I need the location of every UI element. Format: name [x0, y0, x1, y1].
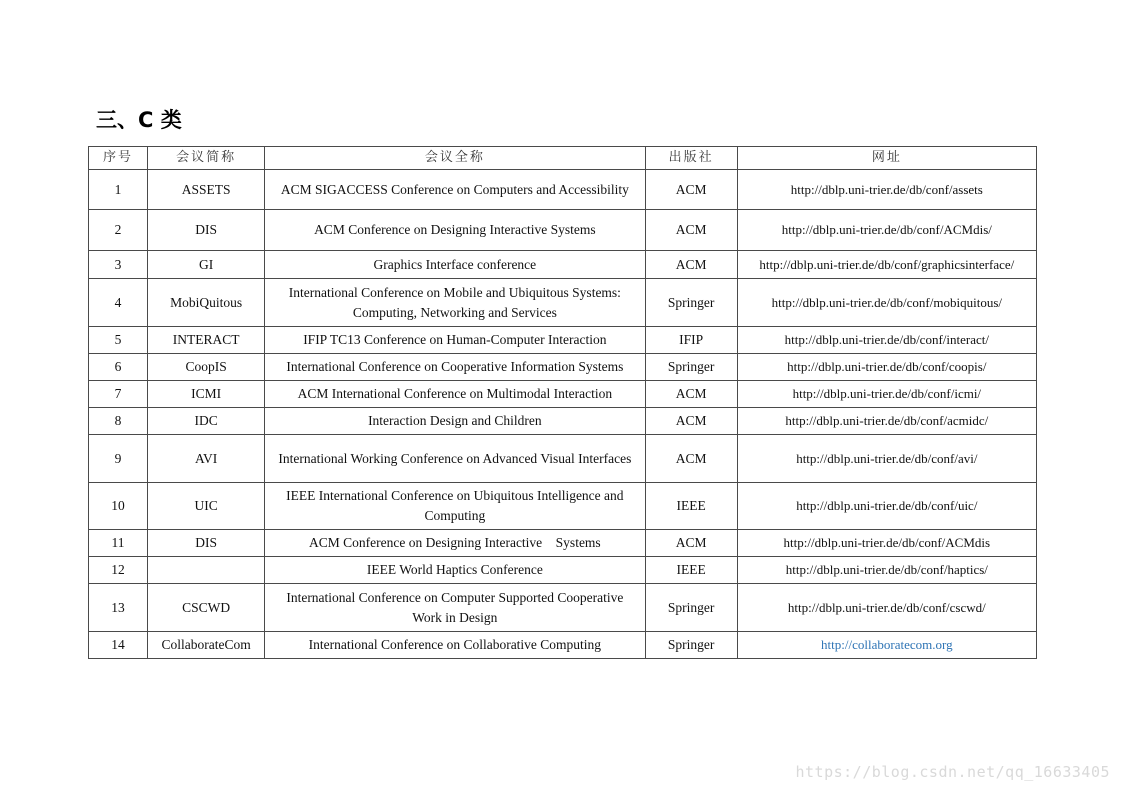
cell-publisher: ACM [645, 170, 737, 210]
cell-index: 7 [89, 381, 148, 408]
cell-full-name: ACM SIGACCESS Conference on Computers and Accessibility [265, 170, 645, 210]
cell-index: 8 [89, 408, 148, 435]
table-row [89, 584, 1037, 632]
section-heading: 三、C 类 [96, 108, 182, 132]
table-body [89, 170, 1037, 659]
cell-url: http://dblp.uni-trier.de/db/conf/ACMdis [737, 530, 1036, 557]
cell-abbreviation: UIC [148, 483, 265, 530]
cell-abbreviation: IDC [148, 408, 265, 435]
cell-publisher: ACM [645, 530, 737, 557]
cell-index: 3 [89, 251, 148, 279]
table-row [89, 557, 1037, 584]
cell-url: http://dblp.uni-trier.de/db/conf/uic/ [737, 483, 1036, 530]
table-row [89, 632, 1037, 659]
cell-url [737, 632, 1036, 659]
cell-full-name: International Conference on Collaborative Computing [265, 632, 645, 659]
cell-full-name: International Conference on Cooperative Information Systems [265, 354, 645, 381]
cell-full-name: Graphics Interface conference [265, 251, 645, 279]
table-row [89, 381, 1037, 408]
table-header-row [89, 147, 1037, 170]
cell-index: 9 [89, 435, 148, 483]
cell-url: http://dblp.uni-trier.de/db/conf/assets [737, 170, 1036, 210]
cell-publisher: ACM [645, 210, 737, 251]
cell-full-name: International Conference on Computer Supported Cooperative Work in Design [265, 584, 645, 632]
cell-publisher: ACM [645, 251, 737, 279]
cell-abbreviation: DIS [148, 210, 265, 251]
cell-url: http://dblp.uni-trier.de/db/conf/haptics/ [737, 557, 1036, 584]
cell-publisher: ACM [645, 435, 737, 483]
cell-index: 14 [89, 632, 148, 659]
table-row [89, 279, 1037, 327]
cell-index: 13 [89, 584, 148, 632]
cell-publisher: ACM [645, 381, 737, 408]
cell-url: http://dblp.uni-trier.de/db/conf/coopis/ [737, 354, 1036, 381]
cell-abbreviation: GI [148, 251, 265, 279]
cell-abbreviation: DIS [148, 530, 265, 557]
cell-full-name: IEEE World Haptics Conference [265, 557, 645, 584]
cell-abbreviation: CSCWD [148, 584, 265, 632]
cell-abbreviation: ASSETS [148, 170, 265, 210]
cell-url: http://dblp.uni-trier.de/db/conf/mobiquitous/ [737, 279, 1036, 327]
cell-url: http://dblp.uni-trier.de/db/conf/graphicsinterface/ [737, 251, 1036, 279]
cell-abbreviation: CollaborateCom [148, 632, 265, 659]
cell-url: http://dblp.uni-trier.de/db/conf/cscwd/ [737, 584, 1036, 632]
cell-index: 2 [89, 210, 148, 251]
conference-table [88, 146, 1037, 659]
cell-abbreviation [148, 557, 265, 584]
header-publisher: 出版社 [645, 147, 737, 170]
cell-index: 11 [89, 530, 148, 557]
cell-publisher: ACM [645, 408, 737, 435]
cell-url: http://dblp.uni-trier.de/db/conf/acmidc/ [737, 408, 1036, 435]
cell-abbreviation: ICMI [148, 381, 265, 408]
cell-abbreviation: MobiQuitous [148, 279, 265, 327]
table-row [89, 210, 1037, 251]
cell-full-name: International Conference on Mobile and Ubiquitous Systems: Computing, Networking and Services [265, 279, 645, 327]
cell-full-name: International Working Conference on Advanced Visual Interfaces [265, 435, 645, 483]
table-row [89, 354, 1037, 381]
table-row [89, 408, 1037, 435]
url-link[interactable]: http://collaboratecom.org [821, 637, 953, 652]
cell-publisher: IEEE [645, 557, 737, 584]
header-full-name: 会议全称 [265, 147, 645, 170]
cell-abbreviation: INTERACT [148, 327, 265, 354]
cell-url: http://dblp.uni-trier.de/db/conf/avi/ [737, 435, 1036, 483]
cell-url: http://dblp.uni-trier.de/db/conf/interact/ [737, 327, 1036, 354]
table-row [89, 435, 1037, 483]
cell-index: 12 [89, 557, 148, 584]
watermark: https://blog.csdn.net/qq_16633405 [795, 763, 1110, 781]
table-row [89, 170, 1037, 210]
cell-index: 5 [89, 327, 148, 354]
cell-publisher: IEEE [645, 483, 737, 530]
cell-publisher: Springer [645, 584, 737, 632]
cell-abbreviation: AVI [148, 435, 265, 483]
header-index: 序号 [89, 147, 148, 170]
table-row [89, 251, 1037, 279]
cell-publisher: Springer [645, 632, 737, 659]
header-url: 网址 [737, 147, 1036, 170]
cell-full-name: IEEE International Conference on Ubiquitous Intelligence and Computing [265, 483, 645, 530]
cell-url: http://dblp.uni-trier.de/db/conf/ACMdis/ [737, 210, 1036, 251]
cell-full-name: ACM Conference on Designing Interactive Systems [265, 210, 645, 251]
table-row [89, 483, 1037, 530]
table-row [89, 327, 1037, 354]
cell-full-name: ACM Conference on Designing Interactive Systems [265, 530, 645, 557]
cell-publisher: Springer [645, 354, 737, 381]
cell-index: 10 [89, 483, 148, 530]
cell-publisher: IFIP [645, 327, 737, 354]
table-row [89, 530, 1037, 557]
cell-index: 4 [89, 279, 148, 327]
cell-index: 1 [89, 170, 148, 210]
cell-publisher: Springer [645, 279, 737, 327]
cell-full-name: IFIP TC13 Conference on Human-Computer Interaction [265, 327, 645, 354]
cell-full-name: ACM International Conference on Multimodal Interaction [265, 381, 645, 408]
cell-full-name: Interaction Design and Children [265, 408, 645, 435]
header-abbreviation: 会议简称 [148, 147, 265, 170]
cell-abbreviation: CoopIS [148, 354, 265, 381]
cell-url: http://dblp.uni-trier.de/db/conf/icmi/ [737, 381, 1036, 408]
cell-index: 6 [89, 354, 148, 381]
